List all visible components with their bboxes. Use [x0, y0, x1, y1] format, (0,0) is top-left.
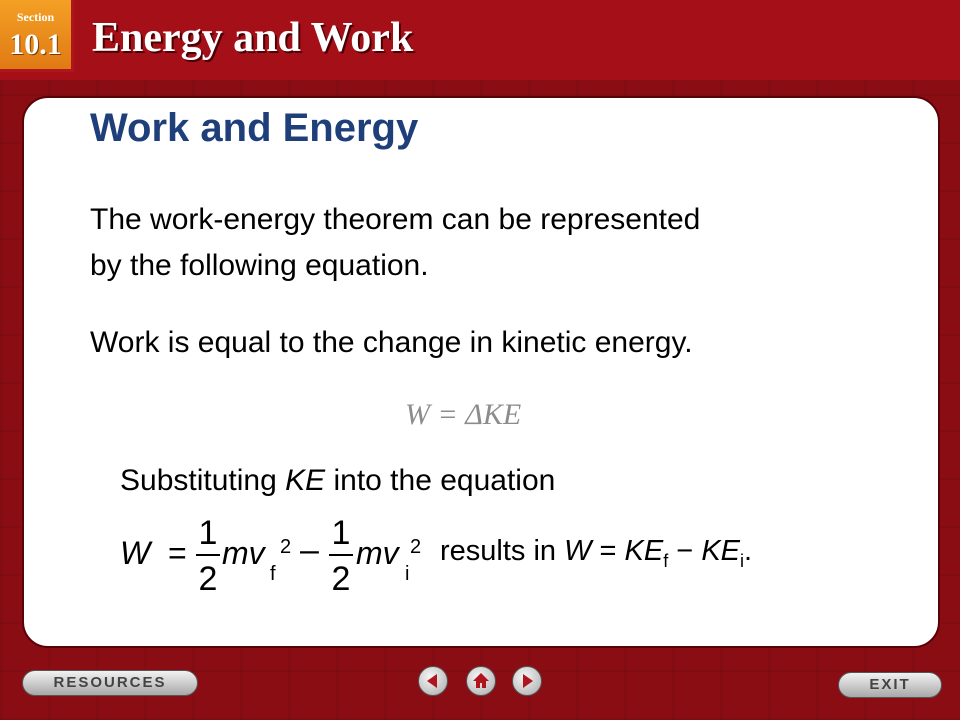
resources-button[interactable]: RESOURCES: [22, 670, 198, 696]
equation-work-delta-ke: W = ΔKE: [405, 398, 522, 431]
equation-minus: –: [300, 531, 319, 569]
arrow-right-icon: [517, 671, 537, 691]
section-badge: [0, 0, 74, 72]
paragraph-1-line-1: The work-energy theorem can be represented: [90, 203, 701, 236]
fraction-one-half: 1 2: [196, 516, 220, 596]
home-icon: [471, 671, 491, 691]
arrow-left-icon: [423, 671, 443, 691]
section-number: 10.1: [9, 28, 62, 61]
section-label: Section: [16, 10, 55, 24]
slide-title: Work and Energy: [90, 106, 419, 150]
result-text: results in $W = KE_f - KE_i$.: [440, 535, 753, 571]
next-button[interactable]: [512, 666, 542, 696]
previous-button[interactable]: [418, 666, 448, 696]
exit-button[interactable]: EXIT: [838, 672, 942, 698]
equation-mv-final: mv: [222, 535, 265, 571]
subscript-initial: i: [405, 563, 410, 585]
paragraph-1-line-2: by the following equation.: [90, 249, 429, 282]
fraction-one-half: 1 2: [329, 516, 353, 596]
substituting-text: Substituting KE into the equation: [120, 464, 556, 497]
superscript-square: 2: [280, 536, 292, 558]
equation-equals: =: [168, 535, 187, 571]
equation-mv-initial: mv: [356, 535, 399, 571]
home-button[interactable]: [466, 666, 496, 696]
subscript-final: f: [270, 563, 276, 585]
equation-w: W: [120, 535, 151, 571]
superscript-square: 2: [410, 536, 422, 558]
chapter-title: Energy and Work: [92, 15, 414, 61]
paragraph-2: Work is equal to the change in kinetic energy.: [90, 326, 693, 359]
